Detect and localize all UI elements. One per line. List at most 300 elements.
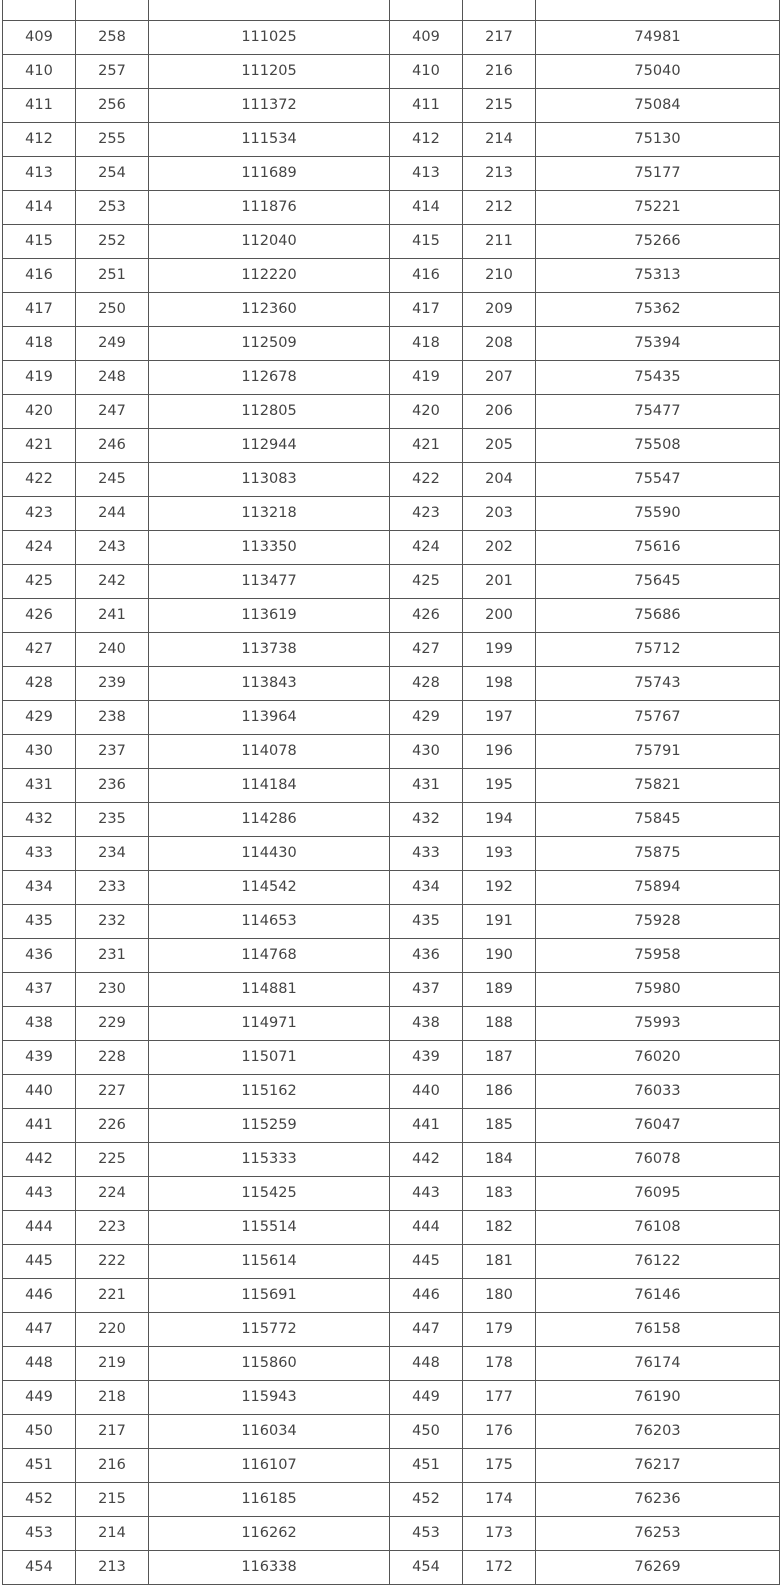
table-row <box>3 1143 780 1177</box>
table-cell: 217 <box>463 21 536 55</box>
table-row <box>3 123 780 157</box>
table-cell: 197 <box>463 701 536 735</box>
table-cell: 205 <box>463 429 536 463</box>
table-cell: 414 <box>3 191 76 225</box>
table-row <box>3 191 780 225</box>
table-row <box>3 463 780 497</box>
table-cell: 244 <box>76 497 149 531</box>
table-cell: 76203 <box>536 1415 780 1449</box>
table-cell: 75040 <box>536 55 780 89</box>
table-cell: 436 <box>3 939 76 973</box>
table-cell: 112360 <box>149 293 390 327</box>
table-cell: 214 <box>76 1517 149 1551</box>
table-cell: 245 <box>76 463 149 497</box>
table-cell: 213 <box>76 1551 149 1585</box>
table-cell: 114286 <box>149 803 390 837</box>
table-cell: 224 <box>76 1177 149 1211</box>
table-cell: 76108 <box>536 1211 780 1245</box>
table-cell: 111025 <box>149 21 390 55</box>
table-cell: 215 <box>463 89 536 123</box>
table-cell: 206 <box>463 395 536 429</box>
table-row <box>3 939 780 973</box>
table-row <box>3 701 780 735</box>
table-cell: 448 <box>3 1347 76 1381</box>
table-row <box>3 531 780 565</box>
table-row <box>3 1245 780 1279</box>
table-cell: 258 <box>76 21 149 55</box>
table-cell: 200 <box>463 599 536 633</box>
table-row <box>3 259 780 293</box>
table-cell: 201 <box>463 565 536 599</box>
table-cell: 233 <box>76 871 149 905</box>
table-cell: 177 <box>463 1381 536 1415</box>
table-cell: 113738 <box>149 633 390 667</box>
table-cell: 112678 <box>149 361 390 395</box>
score-table-body <box>3 0 780 1585</box>
table-cell: 451 <box>3 1449 76 1483</box>
table-cell: 223 <box>76 1211 149 1245</box>
table-cell: 410 <box>390 55 463 89</box>
table-cell: 421 <box>3 429 76 463</box>
table-cell: 75313 <box>536 259 780 293</box>
table-cell: 216 <box>463 55 536 89</box>
table-cell: 75221 <box>536 191 780 225</box>
table-row <box>3 395 780 429</box>
table-cell: 113350 <box>149 531 390 565</box>
table-cell: 75993 <box>536 1007 780 1041</box>
table-cell: 211 <box>463 225 536 259</box>
table-cell: 190 <box>463 939 536 973</box>
table-cell: 231 <box>76 939 149 973</box>
table-cell: 450 <box>390 1415 463 1449</box>
table-cell: 175 <box>463 1449 536 1483</box>
table-cell: 232 <box>76 905 149 939</box>
table-cell: 194 <box>463 803 536 837</box>
table-row-partial-top <box>3 0 780 21</box>
table-cell: 453 <box>390 1517 463 1551</box>
table-cell: 111876 <box>149 191 390 225</box>
table-cell: 113083 <box>149 463 390 497</box>
table-row <box>3 837 780 871</box>
table-cell: 236 <box>76 769 149 803</box>
score-table-wrapper <box>2 0 779 1585</box>
table-row <box>3 565 780 599</box>
table-row <box>3 905 780 939</box>
table-row <box>3 599 780 633</box>
table-cell: 243 <box>76 531 149 565</box>
table-cell: 412 <box>3 123 76 157</box>
table-cell: 75177 <box>536 157 780 191</box>
table-cell: 248 <box>76 361 149 395</box>
table-cell: 116185 <box>149 1483 390 1517</box>
table-cell: 416 <box>3 259 76 293</box>
table-cell: 75547 <box>536 463 780 497</box>
table-cell: 432 <box>3 803 76 837</box>
table-row <box>3 769 780 803</box>
table-cell: 449 <box>3 1381 76 1415</box>
table-cell: 116107 <box>149 1449 390 1483</box>
table-cell: 249 <box>76 327 149 361</box>
table-cell: 115614 <box>149 1245 390 1279</box>
table-cell: 413 <box>3 157 76 191</box>
table-cell: 217 <box>76 1415 149 1449</box>
table-row <box>3 1449 780 1483</box>
table-cell: 75616 <box>536 531 780 565</box>
table-cell: 111689 <box>149 157 390 191</box>
table-cell: 221 <box>76 1279 149 1313</box>
table-cell: 215 <box>76 1483 149 1517</box>
table-cell: 76174 <box>536 1347 780 1381</box>
table-cell: 431 <box>3 769 76 803</box>
table-cell: 189 <box>463 973 536 1007</box>
table-cell: 186 <box>463 1075 536 1109</box>
table-cell: 433 <box>390 837 463 871</box>
table-cell: 76047 <box>536 1109 780 1143</box>
table-cell: 237 <box>76 735 149 769</box>
table-cell: 112509 <box>149 327 390 361</box>
table-cell: 413 <box>390 157 463 191</box>
table-cell: 412 <box>390 123 463 157</box>
table-cell: 418 <box>3 327 76 361</box>
table-cell: 423 <box>390 497 463 531</box>
table-row <box>3 157 780 191</box>
table-cell: 220 <box>76 1313 149 1347</box>
table-cell: 76236 <box>536 1483 780 1517</box>
table-row <box>3 1041 780 1075</box>
table-row <box>3 55 780 89</box>
table-cell: 428 <box>3 667 76 701</box>
table-cell: 76158 <box>536 1313 780 1347</box>
table-cell: 417 <box>3 293 76 327</box>
table-cell: 445 <box>3 1245 76 1279</box>
table-cell: 115691 <box>149 1279 390 1313</box>
table-cell: 228 <box>76 1041 149 1075</box>
table-cell: 208 <box>463 327 536 361</box>
table-cell: 75266 <box>536 225 780 259</box>
table-cell: 178 <box>463 1347 536 1381</box>
table-cell: 409 <box>3 21 76 55</box>
table-cell: 449 <box>390 1381 463 1415</box>
table-cell: 176 <box>463 1415 536 1449</box>
table-cell: 437 <box>390 973 463 1007</box>
table-cell: 75791 <box>536 735 780 769</box>
table-cell: 415 <box>390 225 463 259</box>
table-cell: 76095 <box>536 1177 780 1211</box>
table-cell: 204 <box>463 463 536 497</box>
table-cell: 445 <box>390 1245 463 1279</box>
table-cell: 114078 <box>149 735 390 769</box>
table-cell: 226 <box>76 1109 149 1143</box>
table-cell: 185 <box>463 1109 536 1143</box>
table-cell: 112944 <box>149 429 390 463</box>
table-row <box>3 633 780 667</box>
table-cell: 113477 <box>149 565 390 599</box>
table-cell: 424 <box>3 531 76 565</box>
table-cell: 209 <box>463 293 536 327</box>
table-cell: 114768 <box>149 939 390 973</box>
table-cell: 416 <box>390 259 463 293</box>
table-cell: 436 <box>390 939 463 973</box>
table-row <box>3 1007 780 1041</box>
table-cell: 448 <box>390 1347 463 1381</box>
table-cell: 75130 <box>536 123 780 157</box>
table-cell: 115162 <box>149 1075 390 1109</box>
table-row <box>3 1075 780 1109</box>
table-cell: 112040 <box>149 225 390 259</box>
table-cell: 442 <box>3 1143 76 1177</box>
table-cell: 74981 <box>536 21 780 55</box>
table-cell: 172 <box>463 1551 536 1585</box>
table-cell: 193 <box>463 837 536 871</box>
table-cell: 419 <box>3 361 76 395</box>
table-cell: 441 <box>3 1109 76 1143</box>
table-cell: 111534 <box>149 123 390 157</box>
score-table <box>2 0 780 1585</box>
table-cell: 75645 <box>536 565 780 599</box>
table-row <box>3 1109 780 1143</box>
table-cell: 76146 <box>536 1279 780 1313</box>
table-cell: 452 <box>390 1483 463 1517</box>
table-row <box>3 429 780 463</box>
table-cell: 75084 <box>536 89 780 123</box>
table-cell: 240 <box>76 633 149 667</box>
table-cell: 219 <box>76 1347 149 1381</box>
table-cell: 246 <box>76 429 149 463</box>
table-row <box>3 871 780 905</box>
table-cell: 115514 <box>149 1211 390 1245</box>
table-cell: 76253 <box>536 1517 780 1551</box>
table-cell: 440 <box>390 1075 463 1109</box>
table-row <box>3 293 780 327</box>
table-cell: 113619 <box>149 599 390 633</box>
table-cell: 75980 <box>536 973 780 1007</box>
table-cell: 239 <box>76 667 149 701</box>
table-cell: 112805 <box>149 395 390 429</box>
table-cell <box>536 0 780 21</box>
table-cell: 441 <box>390 1109 463 1143</box>
table-cell: 174 <box>463 1483 536 1517</box>
table-cell: 425 <box>3 565 76 599</box>
table-cell: 75435 <box>536 361 780 395</box>
table-cell: 251 <box>76 259 149 293</box>
table-cell: 431 <box>390 769 463 803</box>
table-cell <box>3 0 76 21</box>
table-cell: 213 <box>463 157 536 191</box>
table-cell: 414 <box>390 191 463 225</box>
table-cell: 114971 <box>149 1007 390 1041</box>
table-cell: 444 <box>3 1211 76 1245</box>
table-cell: 75508 <box>536 429 780 463</box>
table-row <box>3 1551 780 1585</box>
table-cell: 222 <box>76 1245 149 1279</box>
table-cell: 418 <box>390 327 463 361</box>
table-cell: 426 <box>3 599 76 633</box>
table-cell: 181 <box>463 1245 536 1279</box>
table-cell: 427 <box>390 633 463 667</box>
table-cell: 113964 <box>149 701 390 735</box>
table-cell: 75712 <box>536 633 780 667</box>
table-row <box>3 225 780 259</box>
table-cell: 419 <box>390 361 463 395</box>
table-cell: 422 <box>390 463 463 497</box>
table-row <box>3 973 780 1007</box>
table-cell: 116034 <box>149 1415 390 1449</box>
table-row <box>3 21 780 55</box>
table-cell: 437 <box>3 973 76 1007</box>
table-cell: 438 <box>390 1007 463 1041</box>
table-cell <box>463 0 536 21</box>
table-cell: 257 <box>76 55 149 89</box>
table-cell: 422 <box>3 463 76 497</box>
table-cell: 454 <box>3 1551 76 1585</box>
table-cell: 439 <box>390 1041 463 1075</box>
table-cell: 199 <box>463 633 536 667</box>
table-cell: 435 <box>390 905 463 939</box>
table-cell: 443 <box>3 1177 76 1211</box>
table-cell: 187 <box>463 1041 536 1075</box>
table-cell: 207 <box>463 361 536 395</box>
table-cell: 214 <box>463 123 536 157</box>
table-cell: 447 <box>3 1313 76 1347</box>
table-cell: 225 <box>76 1143 149 1177</box>
table-cell: 111205 <box>149 55 390 89</box>
table-cell: 253 <box>76 191 149 225</box>
table-cell: 434 <box>3 871 76 905</box>
table-cell: 112220 <box>149 259 390 293</box>
table-cell: 196 <box>463 735 536 769</box>
table-cell: 421 <box>390 429 463 463</box>
table-cell: 444 <box>390 1211 463 1245</box>
table-cell: 75743 <box>536 667 780 701</box>
table-cell: 447 <box>390 1313 463 1347</box>
table-cell: 198 <box>463 667 536 701</box>
table-cell: 116262 <box>149 1517 390 1551</box>
table-row <box>3 1381 780 1415</box>
table-cell: 430 <box>390 735 463 769</box>
table-cell: 440 <box>3 1075 76 1109</box>
table-cell: 183 <box>463 1177 536 1211</box>
table-cell: 450 <box>3 1415 76 1449</box>
table-cell <box>390 0 463 21</box>
table-cell: 252 <box>76 225 149 259</box>
table-cell: 115425 <box>149 1177 390 1211</box>
table-cell: 113843 <box>149 667 390 701</box>
table-cell: 111372 <box>149 89 390 123</box>
table-cell: 254 <box>76 157 149 191</box>
table-cell: 114881 <box>149 973 390 1007</box>
table-cell: 76122 <box>536 1245 780 1279</box>
table-cell: 430 <box>3 735 76 769</box>
table-cell: 180 <box>463 1279 536 1313</box>
table-cell: 235 <box>76 803 149 837</box>
table-cell: 229 <box>76 1007 149 1041</box>
table-cell: 255 <box>76 123 149 157</box>
table-cell: 115772 <box>149 1313 390 1347</box>
table-cell: 76269 <box>536 1551 780 1585</box>
table-cell: 191 <box>463 905 536 939</box>
table-cell: 76190 <box>536 1381 780 1415</box>
table-cell: 216 <box>76 1449 149 1483</box>
table-cell: 411 <box>3 89 76 123</box>
table-cell: 227 <box>76 1075 149 1109</box>
table-row <box>3 803 780 837</box>
table-cell: 446 <box>390 1279 463 1313</box>
table-cell: 114542 <box>149 871 390 905</box>
table-cell: 256 <box>76 89 149 123</box>
table-cell: 75894 <box>536 871 780 905</box>
table-cell: 75875 <box>536 837 780 871</box>
table-cell: 218 <box>76 1381 149 1415</box>
table-cell: 76020 <box>536 1041 780 1075</box>
table-row <box>3 1415 780 1449</box>
table-cell: 230 <box>76 973 149 1007</box>
table-cell: 250 <box>76 293 149 327</box>
table-cell: 75845 <box>536 803 780 837</box>
table-cell: 188 <box>463 1007 536 1041</box>
table-cell: 432 <box>390 803 463 837</box>
table-cell: 75362 <box>536 293 780 327</box>
table-row <box>3 1177 780 1211</box>
table-cell: 75394 <box>536 327 780 361</box>
table-row <box>3 1517 780 1551</box>
table-cell: 247 <box>76 395 149 429</box>
table-cell: 75958 <box>536 939 780 973</box>
table-row <box>3 1211 780 1245</box>
table-cell: 75767 <box>536 701 780 735</box>
table-cell: 203 <box>463 497 536 531</box>
table-cell: 428 <box>390 667 463 701</box>
table-cell: 114430 <box>149 837 390 871</box>
table-cell: 75477 <box>536 395 780 429</box>
table-row <box>3 1483 780 1517</box>
table-row <box>3 667 780 701</box>
table-cell: 115259 <box>149 1109 390 1143</box>
table-cell: 438 <box>3 1007 76 1041</box>
table-cell: 75928 <box>536 905 780 939</box>
table-cell: 434 <box>390 871 463 905</box>
table-cell: 195 <box>463 769 536 803</box>
table-cell: 443 <box>390 1177 463 1211</box>
table-cell: 173 <box>463 1517 536 1551</box>
table-cell: 114184 <box>149 769 390 803</box>
table-cell: 429 <box>390 701 463 735</box>
table-cell: 420 <box>390 395 463 429</box>
table-cell: 425 <box>390 565 463 599</box>
table-cell: 192 <box>463 871 536 905</box>
table-cell: 179 <box>463 1313 536 1347</box>
table-cell: 76078 <box>536 1143 780 1177</box>
table-cell: 182 <box>463 1211 536 1245</box>
table-cell: 435 <box>3 905 76 939</box>
table-cell: 210 <box>463 259 536 293</box>
table-cell: 427 <box>3 633 76 667</box>
table-cell: 424 <box>390 531 463 565</box>
table-cell: 452 <box>3 1483 76 1517</box>
table-cell: 446 <box>3 1279 76 1313</box>
table-cell: 423 <box>3 497 76 531</box>
table-row <box>3 1347 780 1381</box>
table-cell: 417 <box>390 293 463 327</box>
table-cell: 442 <box>390 1143 463 1177</box>
table-cell: 429 <box>3 701 76 735</box>
table-cell: 115333 <box>149 1143 390 1177</box>
table-cell: 426 <box>390 599 463 633</box>
table-cell: 202 <box>463 531 536 565</box>
table-row <box>3 361 780 395</box>
table-cell: 184 <box>463 1143 536 1177</box>
table-cell: 238 <box>76 701 149 735</box>
table-cell: 76217 <box>536 1449 780 1483</box>
